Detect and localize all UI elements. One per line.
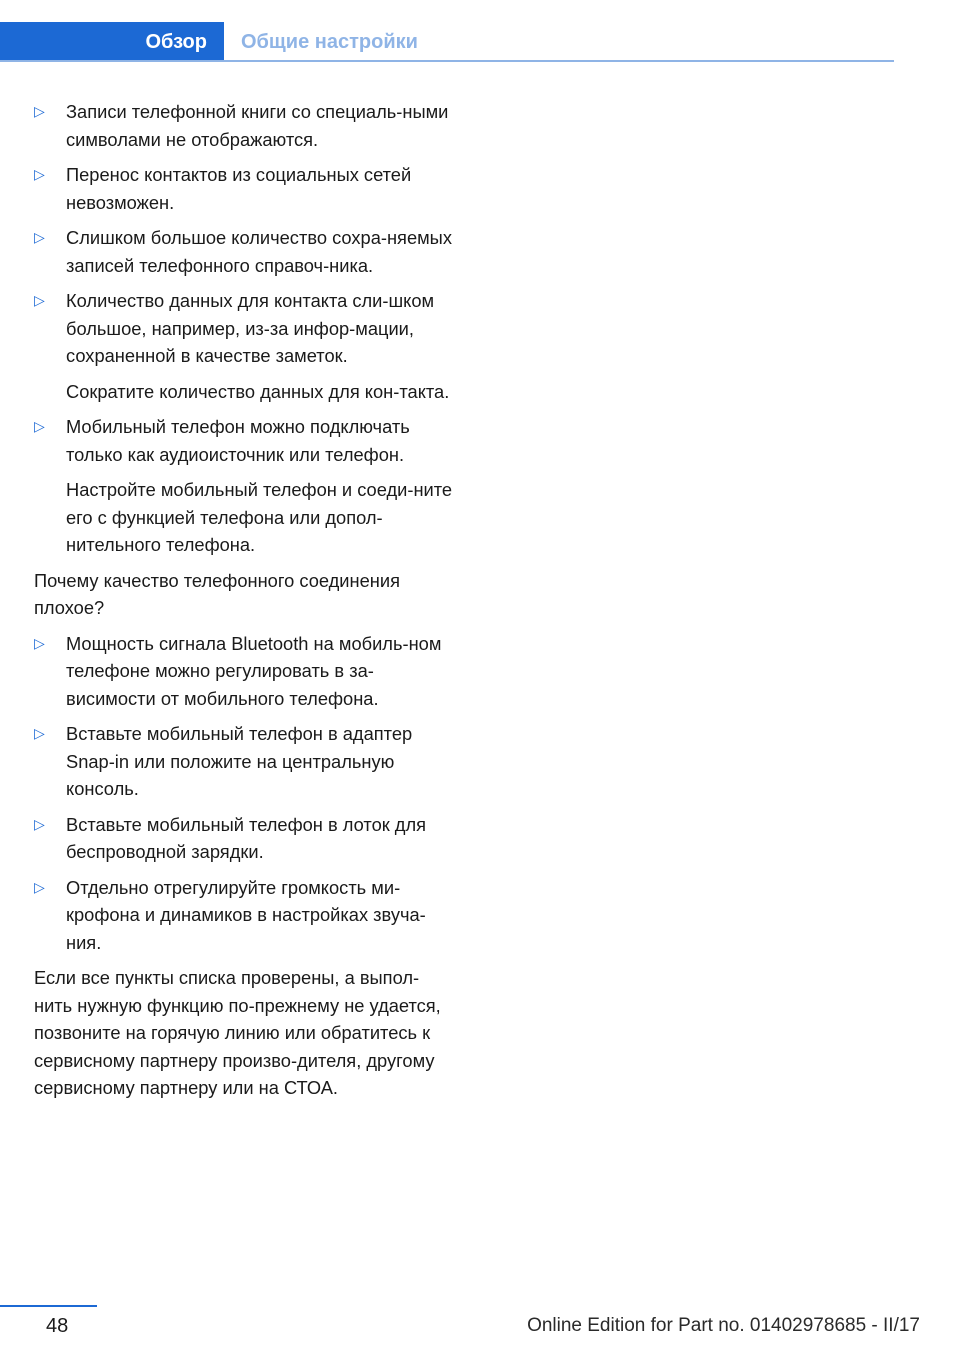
footer-divider — [0, 1305, 97, 1307]
list-item-text: Перенос контактов из социальных сетей невозможен. — [66, 164, 412, 213]
list-item — [34, 720, 454, 803]
list-item-text: Сократите количество данных для кон-такта. — [66, 380, 450, 402]
bullet-list-causes — [34, 98, 454, 559]
list-item — [34, 630, 454, 713]
tab-overview[interactable] — [0, 22, 224, 62]
list-item-text: Записи телефонной книги со специаль-ными символами не отображаются. — [66, 101, 449, 150]
tab-general-settings-label: Общие настройки — [241, 31, 418, 53]
page-number: 48 — [46, 1315, 69, 1337]
header-divider — [0, 60, 894, 62]
list-item — [34, 413, 454, 559]
edition-note: Online Edition for Part no. 01402978685 - II/17 — [527, 1315, 920, 1336]
triangle-bullet-icon: ▷ — [34, 418, 45, 434]
closing-paragraph: Если все пункты списка проверены, а выпол-нить нужную функцию по-прежнему не удается, позвоните на горячую линию или обратитесь к сервисному партнеру произво-дителя, другому сервисному партнеру или на СТОА. — [34, 967, 441, 1098]
list-item — [34, 224, 454, 279]
list-item-text: Количество данных для контакта сли-шком большое, например, из-за инфор-мации, сохраненной в качестве заметок. — [66, 290, 435, 366]
list-item — [34, 811, 454, 866]
list-item-text: Мобильный телефон можно подключать только как аудиоисточник или телефон. — [66, 416, 410, 465]
list-item — [34, 287, 454, 405]
triangle-bullet-icon: ▷ — [34, 878, 45, 895]
page-header — [0, 0, 960, 62]
list-item-text: Настройте мобильный телефон и соеди-ните его с функцией телефона или допол-нительного телефона. — [66, 479, 453, 555]
triangle-bullet-icon: ▷ — [34, 725, 45, 741]
list-item-text: Отдельно отрегулируйте громкость ми-крофона и динамиков в настройках звуча-ния. — [66, 876, 426, 953]
triangle-bullet-icon: ▷ — [34, 229, 45, 245]
bullet-list-remedies — [34, 630, 454, 957]
list-item — [34, 161, 454, 216]
list-item-text: Вставьте мобильный телефон в лоток для беспроводной зарядки. — [66, 813, 427, 862]
tab-overview-label: Обзор — [145, 30, 207, 53]
triangle-bullet-icon: ▷ — [34, 103, 45, 119]
section-question: Почему качество телефонного соединения плохое? — [34, 569, 400, 618]
triangle-bullet-icon: ▷ — [34, 815, 45, 832]
list-item — [34, 98, 454, 153]
list-item-text: Слишком большое количество сохра-няемых записей телефонного справоч-ника. — [66, 227, 452, 276]
list-item-text: Вставьте мобильный телефон в адаптер Snap-in или положите на центральную консоль. — [66, 723, 413, 799]
tab-general-settings[interactable] — [241, 22, 418, 62]
triangle-bullet-icon: ▷ — [34, 166, 45, 182]
triangle-bullet-icon: ▷ — [34, 634, 45, 651]
list-item — [34, 874, 454, 957]
list-item-text: Мощность сигнала Bluetooth на мобиль-ном телефоне можно регулировать в за-висимости от мобильного телефона. — [66, 632, 442, 709]
triangle-bullet-icon: ▷ — [34, 292, 45, 308]
page-content — [34, 98, 454, 1110]
